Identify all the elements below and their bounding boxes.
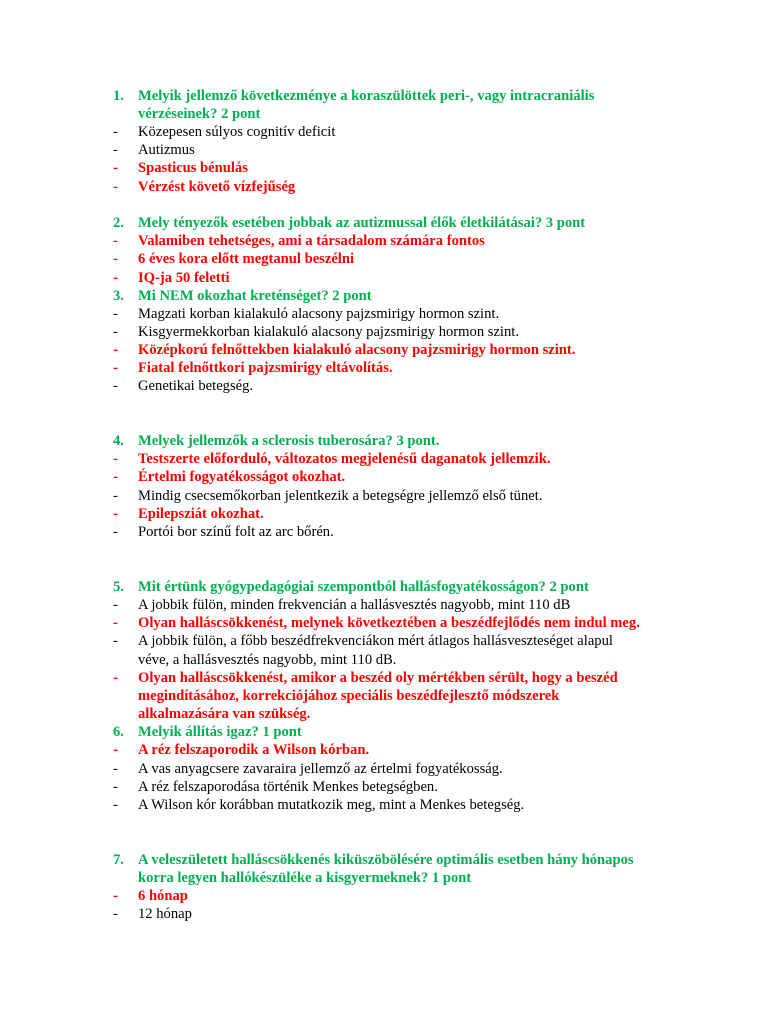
answer-text: Vérzést követő vízfejűség [138,179,296,195]
question-line [0,105,768,123]
answer-text: A réz felszaporodása történik Menkes betegségben. [138,779,438,795]
question-line [0,287,768,305]
answer-bullet: - [113,524,118,540]
question-line [0,214,768,232]
question-line [0,432,768,450]
answer-bullet: - [113,615,118,631]
answer-bullet: - [113,779,118,795]
answer-bullet: - [113,251,118,267]
answer-line [0,796,768,814]
question-text: Melyik jellemző következménye a koraszülöttek peri-, vagy intracraniális [138,88,595,104]
question-text: Mit értünk gyógypedagógiai szempontból hallásfogyatékosságon? 2 pont [138,579,589,595]
answer-text: alkalmazására van szükség. [138,706,311,722]
question-line [0,723,768,741]
answer-text: Genetikai betegség. [138,378,254,394]
answer-text: Kisgyermekkorban kialakuló alacsony pajzsmirigy hormon szint. [138,324,519,340]
answer-line [0,687,768,705]
answer-text: Autizmus [138,142,195,158]
answer-text: 12 hónap [138,906,192,922]
question-number: 4. [113,433,124,449]
answer-text: Epilepsziát okozhat. [138,506,264,522]
answer-text: megindításához, korrekciójához speciális beszédfejlesztő módszerek [138,688,560,704]
answer-line [0,359,768,377]
answer-text: Valamiben tehetséges, ami a társadalom számára fontos [138,233,485,249]
question-number: 1. [113,88,124,104]
question-text: Mi NEM okozhat kreténséget? 2 pont [138,288,372,304]
answer-bullet: - [113,342,118,358]
answer-text: Értelmi fogyatékosságot okozhat. [138,469,346,485]
answer-text: 6 hónap [138,888,188,904]
answer-bullet: - [113,633,118,649]
answer-line [0,250,768,268]
answer-bullet: - [113,270,118,286]
answer-line [0,669,768,687]
answer-bullet: - [113,160,118,176]
question-line [0,578,768,596]
answer-line [0,741,768,759]
question-text: vérzéseinek? 2 pont [138,106,261,122]
answer-line [0,341,768,359]
answer-bullet: - [113,488,118,504]
question-number: 5. [113,579,124,595]
answer-line [0,651,768,669]
answer-text: A vas anyagcsere zavaraira jellemző az értelmi fogyatékosság. [138,761,503,777]
answer-text: Magzati korban kialakuló alacsony pajzsmirigy hormon szint. [138,306,500,322]
answer-text: Testszerte előforduló, változatos megjelenésű daganatok jellemzik. [138,451,551,467]
answer-line [0,778,768,796]
answer-line [0,305,768,323]
question-text: Melyek jellemzők a sclerosis tuberosára? 3 pont. [138,433,440,449]
answer-bullet: - [113,670,118,686]
answer-line [0,632,768,650]
answer-text: A réz felszaporodik a Wilson kórban. [138,742,370,758]
answer-line [0,377,768,395]
answer-bullet: - [113,469,118,485]
answer-line [0,614,768,632]
answer-text: Olyan halláscsökkenést, amikor a beszéd oly mértékben sérült, hogy a beszéd [138,670,618,686]
answer-bullet: - [113,742,118,758]
answer-bullet: - [113,888,118,904]
answer-bullet: - [113,506,118,522]
answer-line [0,269,768,287]
question-text: korra legyen hallókészüléke a kisgyermeknek? 1 pont [138,870,472,886]
answer-text: A jobbik fülön, minden frekvencián a hallásvesztés nagyobb, mint 110 dB [138,597,571,613]
answer-line [0,760,768,778]
question-number: 3. [113,288,124,304]
answer-line [0,123,768,141]
answer-bullet: - [113,797,118,813]
answer-text: Olyan halláscsökkenést, melynek következtében a beszédfejlődés nem indul meg. [138,615,640,631]
answer-text: Portói bor színű folt az arc bőrén. [138,524,334,540]
answer-line [0,468,768,486]
answer-line [0,232,768,250]
answer-bullet: - [113,124,118,140]
answer-text: 6 éves kora előtt megtanul beszélni [138,251,355,267]
question-number: 6. [113,724,124,740]
answer-bullet: - [113,306,118,322]
answer-text: Középkorú felnőttekben kialakuló alacsony pajzsmirigy hormon szint. [138,342,576,358]
question-number: 7. [113,852,124,868]
answer-text: véve, a hallásvesztés nagyobb, mint 110 dB. [138,652,397,668]
answer-text: Mindig csecsemőkorban jelentkezik a betegségre jellemző első tünet. [138,488,543,504]
answer-line [0,905,768,923]
question-number: 2. [113,215,124,231]
answer-line [0,450,768,468]
answer-bullet: - [113,360,118,376]
answer-line [0,178,768,196]
question-line [0,87,768,105]
answer-text: Fiatal felnőttkori pajzsmirigy eltávolítás. [138,360,393,376]
answer-line [0,323,768,341]
answer-line [0,705,768,723]
answer-text: IQ-ja 50 feletti [138,270,230,286]
answer-bullet: - [113,597,118,613]
answer-text: A Wilson kór korábban mutatkozik meg, mint a Menkes betegség. [138,797,525,813]
answer-bullet: - [113,378,118,394]
answer-line [0,159,768,177]
answer-bullet: - [113,324,118,340]
answer-text: A jobbik fülön, a főbb beszédfrekvenciákon mért átlagos hallásveszteséget alapul [138,633,613,649]
answer-bullet: - [113,761,118,777]
question-text: Melyik állítás igaz? 1 pont [138,724,302,740]
answer-line [0,141,768,159]
answer-bullet: - [113,142,118,158]
question-line [0,869,768,887]
answer-text: Közepesen súlyos cognitív deficit [138,124,336,140]
answer-bullet: - [113,906,118,922]
answer-line [0,596,768,614]
question-text: Mely tényezők esetében jobbak az autizmussal élők életkilátásai? 3 pont [138,215,586,231]
question-line [0,851,768,869]
question-text: A veleszületett halláscsökkenés kiküszöbölésére optimális esetben hány hónapos [138,852,634,868]
answer-bullet: - [113,233,118,249]
answer-line [0,523,768,541]
answer-text: Spasticus bénulás [138,160,248,176]
answer-line [0,887,768,905]
answer-line [0,487,768,505]
answer-bullet: - [113,451,118,467]
answer-line [0,505,768,523]
answer-bullet: - [113,179,118,195]
